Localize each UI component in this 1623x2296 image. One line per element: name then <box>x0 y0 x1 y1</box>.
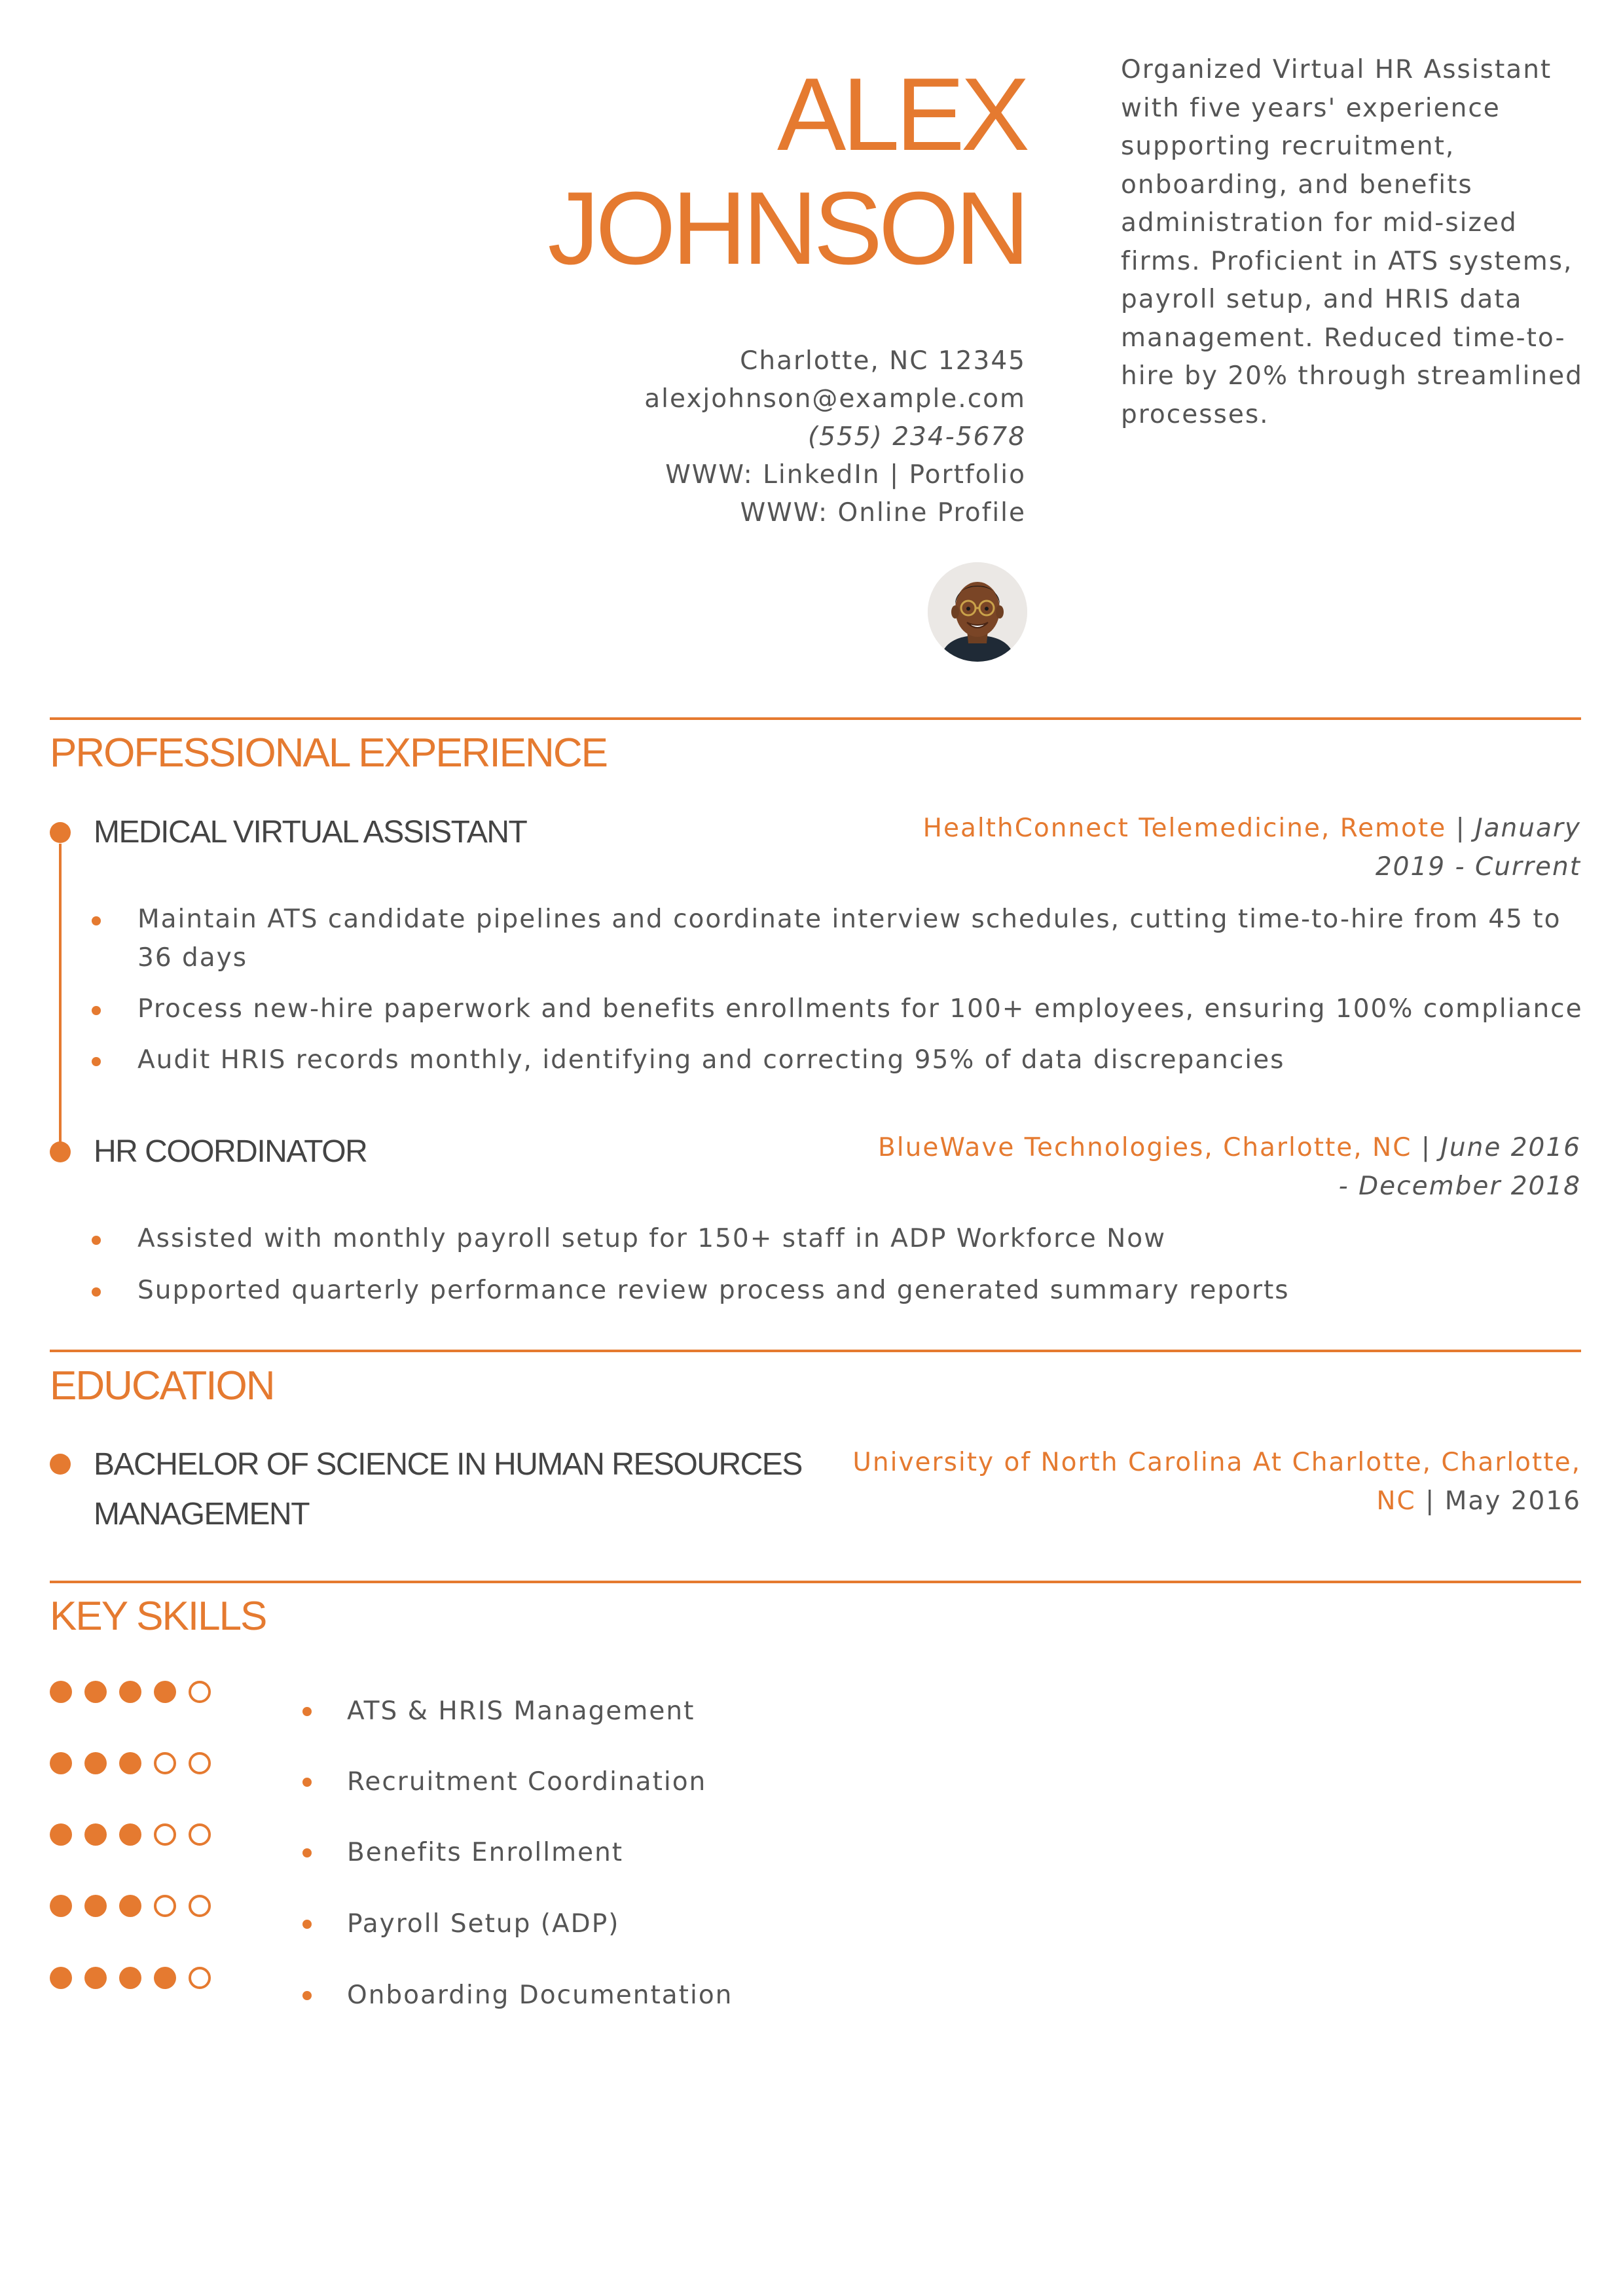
job-date-range: - December 2018 <box>1338 1171 1581 1201</box>
job-separator: | <box>1412 1133 1441 1162</box>
rating-dot-filled <box>84 1895 107 1917</box>
section-divider <box>50 1350 1581 1352</box>
degree-line-2: MANAGEMENT <box>94 1497 310 1532</box>
bullet-text: Supported quarterly performance review process and generated summary reports <box>137 1276 1290 1305</box>
bullet-text: Assisted with monthly payroll setup for 150+ staff in ADP Workforce Now <box>137 1224 1167 1253</box>
section-divider <box>50 1581 1581 1583</box>
rating-dot-empty <box>189 1752 211 1774</box>
degree-line-1: BACHELOR OF SCIENCE IN HUMAN RESOURCES <box>94 1447 802 1482</box>
education-separator: | <box>1415 1486 1445 1516</box>
rating-dot-filled <box>84 1967 107 1989</box>
job-separator: | <box>1446 814 1476 843</box>
contact-location: Charlotte, NC 12345 <box>740 346 1026 376</box>
contact-links-secondary[interactable]: WWW: Online Profile <box>740 498 1026 528</box>
rating-dot-empty <box>189 1895 211 1917</box>
skill-rating <box>50 1681 211 1703</box>
graduation-date: May 2016 <box>1444 1486 1581 1516</box>
rating-dot-filled <box>119 1823 141 1846</box>
skill-label: Recruitment Coordination <box>347 1767 707 1797</box>
last-name: JOHNSON <box>547 171 1026 286</box>
school-location: NC <box>1376 1486 1416 1516</box>
rating-dot-filled <box>50 1967 72 1989</box>
list-item <box>97 901 1583 977</box>
contact-email[interactable]: alexjohnson@example.com <box>644 384 1026 414</box>
rating-dot-filled <box>119 1967 141 1989</box>
experience-heading: PROFESSIONAL EXPERIENCE <box>50 730 607 776</box>
rating-dot-filled <box>50 1752 72 1774</box>
education-marker <box>50 1454 71 1475</box>
rating-dot-filled <box>119 1752 141 1774</box>
rating-dot-empty <box>189 1967 211 1989</box>
skill-item <box>302 1763 706 1801</box>
job-meta <box>878 1129 1581 1206</box>
skill-rating <box>50 1823 211 1846</box>
education-heading: EDUCATION <box>50 1363 274 1408</box>
job-company: BlueWave Technologies, Charlotte, NC <box>878 1133 1412 1162</box>
skill-label: ATS & HRIS Management <box>347 1696 695 1726</box>
contact-phone[interactable]: (555) 234-5678 <box>807 422 1026 452</box>
rating-dot-empty <box>189 1681 211 1703</box>
skill-item <box>302 1977 733 2015</box>
contact-links-primary[interactable]: WWW: LinkedIn | Portfolio <box>665 460 1026 490</box>
job-date-start: June 2016 <box>1440 1133 1581 1162</box>
section-divider <box>50 717 1581 720</box>
job-marker <box>50 822 71 843</box>
skill-item <box>302 1834 623 1872</box>
bullet-text: Maintain ATS candidate pipelines and coordinate interview schedules, cutting time-to-hire from 45 to 36 days <box>137 905 1561 973</box>
job-meta <box>923 810 1581 886</box>
skill-label: Benefits Enrollment <box>347 1838 624 1867</box>
rating-dot-empty <box>189 1823 211 1846</box>
job-date-range: 2019 - Current <box>1375 852 1581 882</box>
rating-dot-filled <box>50 1823 72 1846</box>
rating-dot-empty <box>154 1752 176 1774</box>
rating-dot-filled <box>119 1681 141 1703</box>
bullet-text: Audit HRIS records monthly, identifying and correcting 95% of data discrepancies <box>137 1045 1285 1075</box>
rating-dot-filled <box>84 1823 107 1846</box>
job-marker <box>50 1141 71 1162</box>
rating-dot-filled <box>154 1967 176 1989</box>
education-meta <box>852 1444 1581 1520</box>
profile-summary: Organized Virtual HR Assistant with five years' experience supporting recruitment, onboarding, and benefits administration for mid-sized firms. Proficient in ATS systems, payroll setup, and HRIS data management. Reduced time-to-hire by 20% through streamlined processes. <box>1121 55 1583 429</box>
rating-dot-filled <box>119 1895 141 1917</box>
bullet-text: Process new-hire paperwork and benefits enrollments for 100+ employees, ensuring 100% compliance <box>137 994 1583 1024</box>
list-item <box>97 1220 1583 1259</box>
list-item <box>97 990 1583 1029</box>
rating-dot-filled <box>84 1752 107 1774</box>
school-name: University of North Carolina At Charlotte, Charlotte, <box>852 1448 1581 1477</box>
list-item <box>97 1041 1583 1080</box>
experience-timeline <box>59 844 62 1151</box>
skill-label: Onboarding Documentation <box>347 1981 733 2010</box>
first-name: ALEX <box>776 57 1026 172</box>
rating-dot-empty <box>154 1895 176 1917</box>
avatar <box>928 562 1027 662</box>
job-date-start: January <box>1475 814 1581 843</box>
skill-rating <box>50 1752 211 1774</box>
rating-dot-empty <box>154 1823 176 1846</box>
skill-rating <box>50 1895 211 1917</box>
skill-item <box>302 1693 695 1731</box>
job-company: HealthConnect Telemedicine, Remote <box>922 814 1447 843</box>
list-item <box>97 1272 1583 1310</box>
rating-dot-filled <box>154 1681 176 1703</box>
rating-dot-filled <box>50 1681 72 1703</box>
rating-dot-filled <box>84 1681 107 1703</box>
skills-heading: KEY SKILLS <box>50 1594 266 1639</box>
profile-photo-icon <box>928 562 1027 662</box>
skill-item <box>302 1905 619 1943</box>
job-title: MEDICAL VIRTUAL ASSISTANT <box>94 815 527 850</box>
job-title: HR COORDINATOR <box>94 1134 367 1169</box>
skill-rating <box>50 1967 211 1989</box>
skill-label: Payroll Setup (ADP) <box>347 1909 620 1939</box>
rating-dot-filled <box>50 1895 72 1917</box>
